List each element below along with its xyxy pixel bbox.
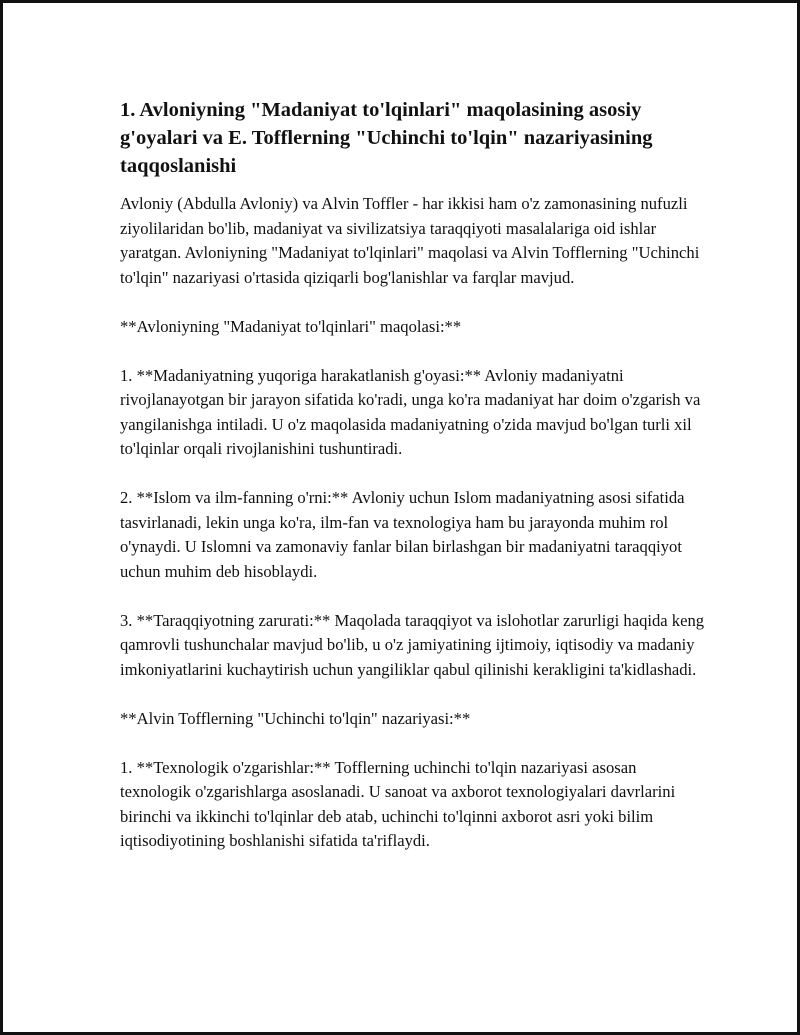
intro-paragraph: Avloniy (Abdulla Avloniy) va Alvin Toffler - har ikkisi ham o'z zamonasining nufuzli ziyolilaridan bo'lib, madaniyat va sivilizatsiya taraqqiyoti masalalariga oid ishlar yaratgan. Avloniyning "Madaniyat to'lqinlari" maqolasi va Alvin Tofflerning "Uchinchi to'lqin" nazariyasi o'rtasida qiziqarli bog'lanishlar va farqlar mavjud. (120, 194, 700, 287)
avloniy-point-2: 2. **Islom va ilm-fanning o'rni:** Avloniy uchun Islom madaniyatning asosi sifatida tasvirlanadi, lekin unga ko'ra, ilm-fan va texnologiya ham bu jarayonda muhim rol o'ynaydi. U Islomni va zamonaviy fanlar bilan birlashgan bir madaniyatni taraqqiyot uchun muhim deb hisoblaydi. (120, 488, 685, 581)
avloniy-point-1: 1. **Madaniyatning yuqoriga harakatlanish g'oyasi:** Avloniy madaniyatni rivojlanayotgan bir jarayon sifatida ko'radi, unga ko'ra madaniyat har doim o'zgarish va yangilanishga intiladi. U o'z maqolasida madaniyatning o'zida mavjud bo'lgan turli xil to'lqinlar orqali rivojlanishini tushuntiradi. (120, 365, 701, 458)
document-title: 1. Avloniyning "Madaniyat to'lqinlari" maqolasining asosiy g'oyalari va E. Tofflerning "Uchinchi to'lqin" nazariyasining taqqoslanishi (120, 99, 653, 177)
avloniy-point-3: 3. **Taraqqiyotning zarurati:** Maqolada taraqqiyot va islohotlar zarurligi haqida keng qamrovli tushunchalar mavjud bo'lib, u o'z jamiyatining ijtimoiy, iqtisodiy va madaniy imkoniyatlarini kuchaytirish uchun yangiliklar qabul qilinishi kerakligini ta'kidlashadi. (120, 610, 705, 679)
avloniy-section-heading: **Avloniyning "Madaniyat to'lqinlari" maqolasi:** (120, 316, 462, 336)
toffler-section-heading: **Alvin Tofflerning "Uchinchi to'lqin" nazariyasi:** (120, 708, 471, 728)
document-content (120, 96, 710, 878)
toffler-point-1: 1. **Texnologik o'zgarishlar:** Tofflerning uchinchi to'lqin nazariyasi asosan texnologik o'zgarishlarga asoslanadi. U sanoat va axborot texnologiyalari davrlarini birinchi va ikkinchi to'lqinlar deb atab, uchinchi to'lqinni axborot asri yoki bilim iqtisodiyotining boshlanishi sifatida ta'riflaydi. (120, 757, 676, 850)
